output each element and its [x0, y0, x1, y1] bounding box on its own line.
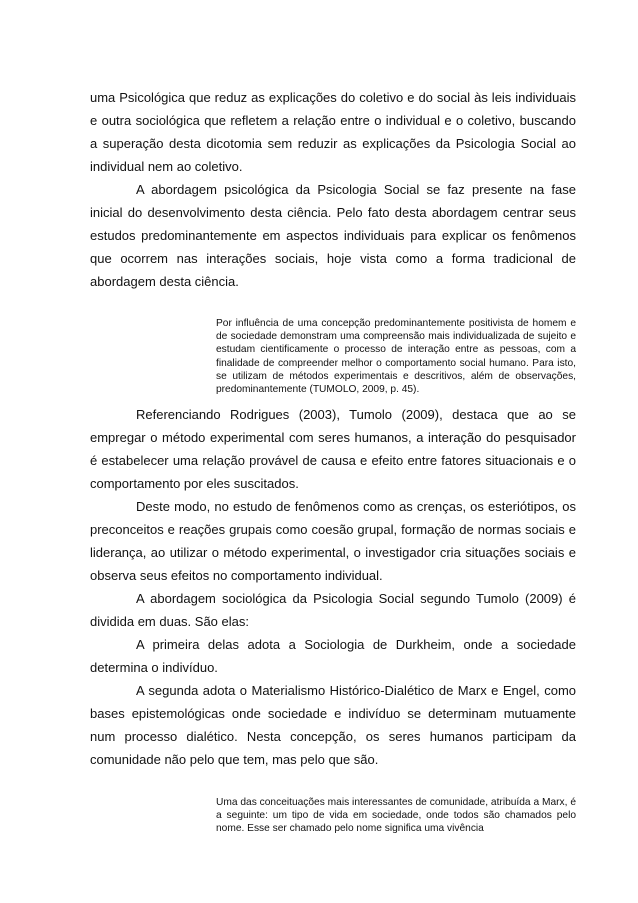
paragraph-2: A abordagem psicológica da Psicologia Social se faz presente na fase inicial do desenvolvimento desta ciência. Pelo fato desta abordagem centrar seus estudos predominantemente em aspectos individuais para explicar os fenômenos que ocorrem nas interações sociais, hoje vista como a forma tradicional de abordagem desta ciência.: [90, 182, 576, 289]
body-text-bottom: [90, 403, 576, 771]
paragraph-6: A primeira delas adota a Sociologia de Durkheim, onde a sociedade determina o indivíduo.: [90, 637, 576, 675]
paragraph-3: Referenciando Rodrigues (2003), Tumolo (2009), destaca que ao se empregar o método experimental com seres humanos, a interação do pesquisador é estabelecer uma relação provável de causa e efeito entre fatores situacionais e o comportamento por eles suscitados.: [90, 407, 576, 491]
body-text-top: [90, 86, 576, 293]
paragraph-7: A segunda adota o Materialismo Histórico-Dialético de Marx e Engel, como bases epistemológicas onde sociedade e indivíduo se determinam mutuamente num processo dialético. Nesta concepção, os seres humanos participam da comunidade não pelo que tem, mas pelo que são.: [90, 683, 576, 767]
paragraph-5: A abordagem sociológica da Psicologia Social segundo Tumolo (2009) é dividida em duas. São elas:: [90, 591, 576, 629]
paragraph-1: uma Psicológica que reduz as explicações do coletivo e do social às leis individuais e outra sociológica que refletem a relação entre o individual e o coletivo, buscando a superação desta dicotomia sem reduzir as explicações da Psicologia Social ao individual nem ao coletivo.: [90, 90, 576, 174]
paragraph-4: Deste modo, no estudo de fenômenos como as crenças, os esteriótipos, os preconceitos e reações grupais como coesão grupal, formação de normas sociais e liderança, ao utilizar o método experimental, o investigador cria situações sociais e observa seus efeitos no comportamento individual.: [90, 499, 576, 583]
block-quote-1: Por influência de uma concepção predominantemente positivista de homem e de sociedade demonstram uma compreensão mais individualizada de sujeito e estudam cientificamente o processo de interação entre as pessoas, com a finalidade de compreender melhor o comportamento social humano. Para isto, se utilizam de métodos experimentais e descritivos, além de observações, predominantemente (TUMOLO, 2009, p. 45).: [216, 318, 576, 396]
block-quote-2: Uma das conceituações mais interessantes de comunidade, atribuída a Marx, é a seguinte: um tipo de vida em sociedade, onde todos são chamados pelo nome. Esse ser chamado pelo nome significa uma vivência: [216, 797, 576, 835]
